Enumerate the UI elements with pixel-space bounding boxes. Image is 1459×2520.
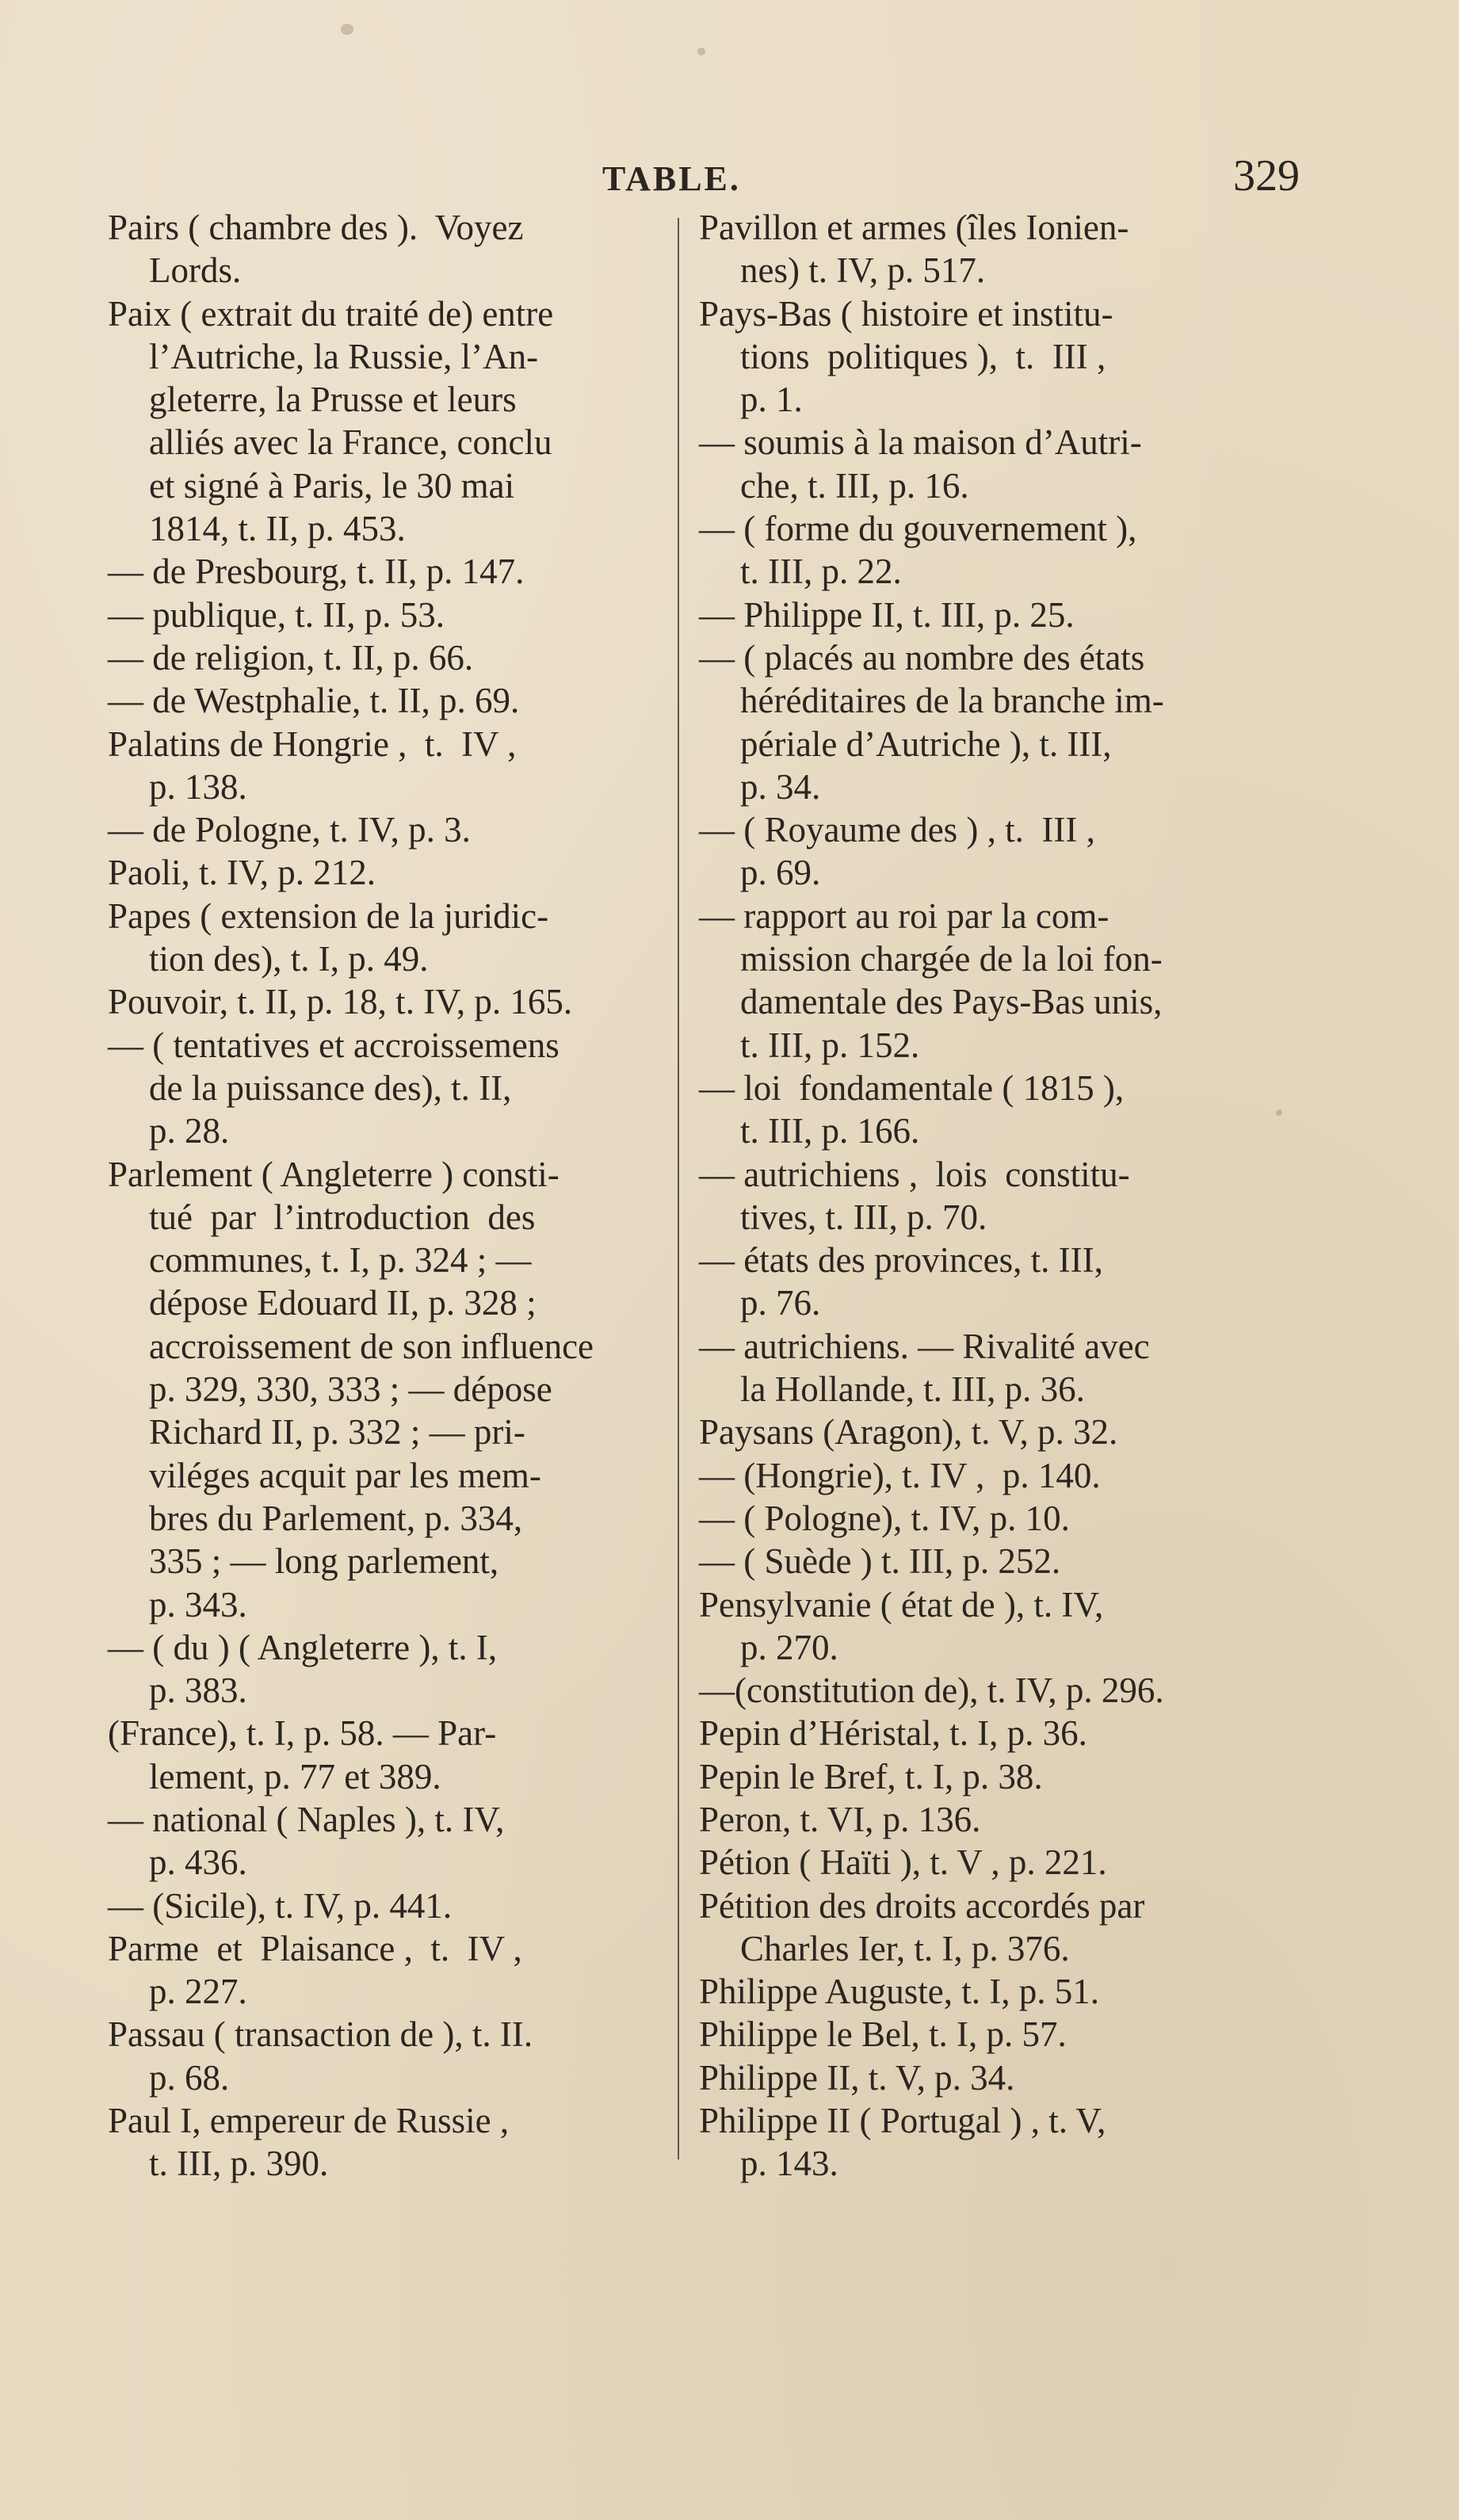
index-continuation-line: t. III, p. 166.	[740, 1111, 920, 1151]
index-entry-line: Philippe II ( Portugal ) , t. V,	[699, 2101, 1106, 2141]
index-entry-line: Pétition des droits accordés par	[699, 1885, 1145, 1926]
index-entry-line: Pavillon et armes (îles Ionien-	[699, 208, 1129, 247]
index-entry-line: Papes ( extension de la juridic-	[108, 895, 549, 936]
index-continuation-line: 335 ; — long parlement,	[149, 1541, 499, 1582]
index-continuation-line: damentale des Pays-Bas unis,	[740, 982, 1163, 1022]
index-continuation-line: Richard II, p. 332 ; — pri-	[149, 1412, 525, 1453]
index-entry-line: — national ( Naples ), t. IV,	[108, 1799, 505, 1839]
index-entry-line: (France), t. I, p. 58. — Par-	[108, 1713, 497, 1754]
index-entry-line: — soumis à la maison d’Autri-	[699, 422, 1142, 463]
index-entry-line: Parme et Plaisance , t. IV ,	[108, 1928, 522, 1968]
index-continuation-line: communes, t. I, p. 324 ; —	[149, 1240, 532, 1281]
index-continuation-line: p. 343.	[149, 1584, 247, 1625]
index-continuation-line: tué par l’introduction des	[149, 1197, 536, 1237]
index-continuation-line: p. 227.	[149, 1972, 247, 2012]
index-continuation-line: tions politiques ), t. III ,	[740, 336, 1106, 376]
index-continuation-line: l’Autriche, la Russie, l’An-	[149, 336, 539, 376]
index-entry-line: — ( tentatives et accroissemens	[108, 1025, 560, 1065]
index-entry-line: Pepin d’Héristal, t. I, p. 36.	[699, 1713, 1087, 1754]
index-continuation-line: accroissement de son influence	[149, 1326, 594, 1366]
index-entry-line: Paix ( extrait du traité de) entre	[108, 293, 554, 334]
index-continuation-line: p. 1.	[740, 380, 803, 420]
index-continuation-line: Charles Ier, t. I, p. 376.	[740, 1928, 1070, 1968]
index-entry-line: — publique, t. II, p. 53.	[108, 594, 445, 635]
index-entry-line: Paoli, t. IV, p. 212.	[108, 853, 376, 893]
index-entry-line: — de Presbourg, t. II, p. 147.	[108, 552, 525, 592]
index-continuation-line: p. 143.	[740, 2144, 838, 2184]
paper-stain	[1276, 1109, 1282, 1116]
index-continuation-line: t. III, p. 22.	[740, 552, 902, 592]
paper-stain	[697, 48, 705, 55]
index-entry-line: Paul I, empereur de Russie ,	[108, 2101, 510, 2141]
index-continuation-line: t. III, p. 152.	[740, 1025, 920, 1065]
index-entry-line: — autrichiens , lois constitu-	[699, 1154, 1130, 1194]
index-continuation-line: et signé à Paris, le 30 mai	[149, 465, 515, 506]
index-continuation-line: mission chargée de la loi fon-	[740, 939, 1163, 979]
index-continuation-line: tives, t. III, p. 70.	[740, 1197, 987, 1237]
index-column-left	[108, 206, 655, 2186]
index-continuation-line: p. 138.	[149, 766, 247, 807]
index-entry-line: Parlement ( Angleterre ) consti-	[108, 1154, 560, 1194]
index-continuation-line: p. 28.	[149, 1111, 230, 1151]
index-continuation-line: p. 383.	[149, 1670, 247, 1711]
index-continuation-line: gleterre, la Prusse et leurs	[149, 380, 517, 420]
index-continuation-line: lement, p. 77 et 389.	[149, 1756, 441, 1796]
index-continuation-line: p. 76.	[740, 1283, 821, 1323]
index-entry-line: — ( Pologne), t. IV, p. 10.	[699, 1498, 1070, 1538]
index-entry-line: — ( Suède ) t. III, p. 252.	[699, 1541, 1061, 1582]
index-entry-line: Palatins de Hongrie , t. IV ,	[108, 724, 517, 764]
index-continuation-line: 1814, t. II, p. 453.	[149, 509, 406, 549]
index-entry-line: Pensylvanie ( état de ), t. IV,	[699, 1584, 1104, 1625]
index-continuation-line: bres du Parlement, p. 334,	[149, 1498, 523, 1538]
index-entry-line: — de Westphalie, t. II, p. 69.	[108, 681, 520, 721]
index-continuation-line: t. III, p. 390.	[149, 2144, 329, 2184]
index-continuation-line: nes) t. IV, p. 517.	[740, 250, 986, 291]
index-entry-line: Pétion ( Haïti ), t. V , p. 221.	[699, 1842, 1107, 1883]
index-continuation-line: p. 68.	[149, 2057, 230, 2098]
index-entry-line: —(constitution de), t. IV, p. 296.	[699, 1670, 1164, 1711]
index-column-right	[699, 206, 1258, 2186]
index-continuation-line: p. 329, 330, 333 ; — dépose	[149, 1369, 552, 1410]
index-continuation-line: héréditaires de la branche im-	[740, 681, 1164, 721]
index-entry-line: — ( Royaume des ) , t. III ,	[699, 810, 1095, 850]
index-continuation-line: alliés avec la France, conclu	[149, 422, 552, 463]
index-entry-line: Pairs ( chambre des ). Voyez	[108, 208, 524, 247]
index-entry-line: — rapport au roi par la com-	[699, 895, 1110, 936]
page-number: 329	[1233, 151, 1300, 200]
index-entry-line: — états des provinces, t. III,	[699, 1240, 1103, 1281]
index-entry-line: — loi fondamentale ( 1815 ),	[699, 1067, 1125, 1108]
index-entry-line: Peron, t. VI, p. 136.	[699, 1799, 981, 1839]
index-entry-line: Pepin le Bref, t. I, p. 38.	[699, 1756, 1043, 1796]
index-entry-line: — ( forme du gouvernement ),	[699, 509, 1137, 549]
index-entry-line: — de religion, t. II, p. 66.	[108, 637, 474, 678]
running-title: TABLE.	[602, 159, 741, 198]
index-continuation-line: che, t. III, p. 16.	[740, 465, 969, 506]
paper-stain	[341, 24, 353, 35]
index-entry-line: — de Pologne, t. IV, p. 3.	[108, 810, 471, 850]
index-continuation-line: p. 436.	[149, 1842, 247, 1883]
column-divider	[678, 218, 679, 2159]
index-continuation-line: périale d’Autriche ), t. III,	[740, 724, 1112, 764]
index-entry-line: Philippe II, t. V, p. 34.	[699, 2057, 1015, 2098]
index-continuation-line: p. 34.	[740, 766, 821, 807]
index-entry-line: Passau ( transaction de ), t. II.	[108, 2014, 533, 2055]
index-entry-line: — ( placés au nombre des états	[699, 637, 1145, 678]
index-entry-line: Pouvoir, t. II, p. 18, t. IV, p. 165.	[108, 982, 573, 1022]
index-continuation-line: p. 270.	[740, 1627, 838, 1667]
index-continuation-line: de la puissance des), t. II,	[149, 1067, 512, 1108]
index-continuation-line: p. 69.	[740, 853, 821, 893]
index-entry-line: — autrichiens. — Rivalité avec	[699, 1326, 1150, 1366]
index-entry-line: Philippe le Bel, t. I, p. 57.	[699, 2014, 1067, 2055]
page-header	[103, 151, 1300, 206]
index-entry-line: — (Sicile), t. IV, p. 441.	[108, 1885, 453, 1926]
index-continuation-line: viléges acquit par les mem-	[149, 1455, 541, 1495]
index-continuation-line: la Hollande, t. III, p. 36.	[740, 1369, 1085, 1410]
index-entry-line: — (Hongrie), t. IV , p. 140.	[699, 1455, 1101, 1495]
index-entry-line: Paysans (Aragon), t. V, p. 32.	[699, 1412, 1118, 1453]
index-entry-line: Pays-Bas ( histoire et institu-	[699, 293, 1113, 334]
index-continuation-line: tion des), t. I, p. 49.	[149, 939, 429, 979]
index-entry-line: — ( du ) ( Angleterre ), t. I,	[108, 1627, 498, 1667]
index-entry-line: Philippe Auguste, t. I, p. 51.	[699, 1972, 1099, 2012]
index-entry-line: — Philippe II, t. III, p. 25.	[699, 594, 1075, 635]
index-continuation-line: Lords.	[149, 250, 242, 291]
index-continuation-line: dépose Edouard II, p. 328 ;	[149, 1283, 537, 1323]
